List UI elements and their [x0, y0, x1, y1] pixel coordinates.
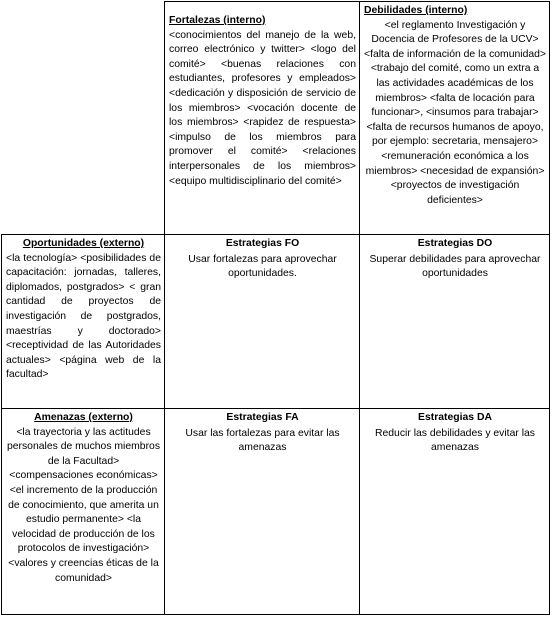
estrategias-fo-cell: [165, 235, 360, 409]
estrategias-fo-text: Usar fortalezas para aprovechar oportunidades.: [188, 253, 337, 280]
oportunidades-title: Oportunidades (externo): [22, 238, 145, 249]
estrategias-do-title: Estrategias DO: [417, 238, 493, 249]
estrategias-fa-text: Usar las fortalezas para evitar las amenazas: [185, 427, 340, 454]
estrategias-fa-title: Estrategias FA: [226, 412, 299, 423]
amenazas-text: <la trayectoria y las actitudes personales de muchos miembros de la Facultad> <compensaciones económicas> <el incremento de la producción de conocimiento, que amerita un estudio permanente> <la velocidad de producción de los protocolos de investigación> <valores y creencias éticas de la comunidad>: [6, 426, 161, 584]
debilidades-text: <el reglamento Investigación y Docencia de Profesores de la UCV> <falta de información de la comunidad> <trabajo del comité, como un extra a las actividades académicas de los miembros> <falta de locación para funcionar>, <insumos para trabajar> <falta de recursos humanos de apoyo, por ejemplo: secretaria, mensajero> <remuneración económica a los miembros> <necesidad de expansión> <proyectos de investigación deficientes>: [364, 19, 546, 206]
estrategias-fa-cell: [165, 409, 360, 615]
estrategias-da-text: Reducir las debilidades y evitar las amenazas: [375, 427, 535, 454]
estrategias-do-cell: [360, 235, 550, 409]
amenazas-title: Amenazas (externo): [34, 412, 133, 423]
fortalezas-title: Fortalezas (interno): [169, 15, 266, 26]
amenazas-cell: [2, 409, 165, 615]
oportunidades-text: <la tecnología> <posibilidades de capacitación: jornadas, talleres, diplomados, postgrados> < gran cantidad de proyectos de investigación de postgrados, maestrías y doctorado> <receptividad de las Autoridades actuales> <página web de la facultad>: [6, 252, 161, 381]
fortalezas-cell: [165, 2, 360, 235]
fortalezas-text: <conocimientos del manejo de la web, correo electrónico y twitter> <logo del comité> <buenas relaciones con estudiantes, profesores y empleados> <dedicación y disposición de servicio de los miembros> <vocación docente de los miembros> <rapidez de respuesta> <impulso de los miembros para promover el comité> <relaciones interpersonales de los miembros> <equipo multidisciplinario del comité>: [169, 29, 356, 187]
estrategias-da-title: Estrategias DA: [418, 412, 492, 423]
amenazas-row: [2, 409, 550, 615]
oportunidades-cell: [2, 235, 165, 409]
header-row: [2, 2, 550, 235]
debilidades-cell: [360, 2, 550, 235]
debilidades-title: Debilidades (interno): [364, 5, 468, 16]
swot-matrix: [1, 1, 550, 615]
estrategias-da-cell: [360, 409, 550, 615]
estrategias-do-text: Superar debilidades para aprovechar oportunidades: [369, 253, 541, 280]
corner-cell: [2, 2, 165, 235]
oportunidades-row: [2, 235, 550, 409]
estrategias-fo-title: Estrategias FO: [225, 238, 300, 249]
